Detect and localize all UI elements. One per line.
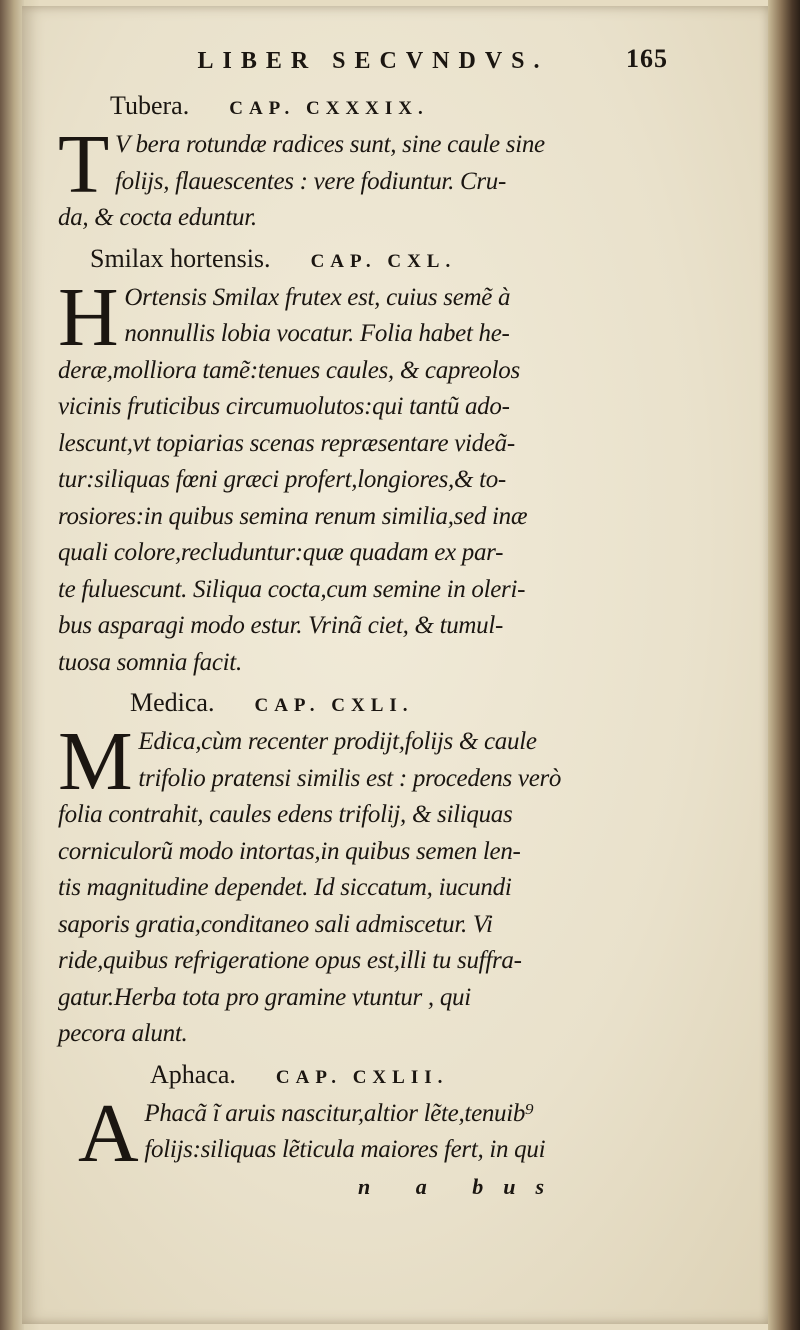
text-line: rosiores:in quibus semina renum similia,sed inæ <box>58 502 528 530</box>
left-page-edge <box>0 0 24 1330</box>
text-line: Phacã ĩ aruis nascitur,altior lẽte,tenuib⁹ <box>144 1099 534 1127</box>
right-page-edge <box>768 0 800 1330</box>
chapter-number: CAP. CXXXIX. <box>229 98 429 119</box>
folio-number: 165 <box>626 44 668 73</box>
text-line: folijs:siliquas lẽticula maiores fert, in qui <box>144 1136 546 1163</box>
text-line: Edica,cùm recenter prodijt,folijs & caule <box>138 728 537 755</box>
chapter-aphaca <box>58 1057 648 1206</box>
text-line: folijs, flauescentes : vere fodiuntur. Cru- <box>115 167 506 195</box>
drop-capital: H <box>58 270 119 364</box>
chapter-title: Tubera. <box>110 91 190 120</box>
catchword: n a bus <box>358 1173 565 1199</box>
chapter-body <box>58 715 648 1053</box>
text-line: nonnullis lobia vocatur. Folia habet he- <box>124 320 510 347</box>
text-line: da, & cocta eduntur. <box>58 204 257 231</box>
page-text <box>58 44 668 1205</box>
chapter-medica <box>58 685 648 1053</box>
running-head <box>58 44 668 88</box>
text-line: gatur.Herba tota pro gramine vtuntur , qui <box>58 983 471 1011</box>
catchword-line <box>58 1169 648 1206</box>
chapter-heading <box>58 241 648 280</box>
text-line: bus asparagi modo estur. Vrinã ciet, & tumul- <box>58 612 504 639</box>
chapter-title: Medica. <box>130 688 215 717</box>
text-line: deræ,molliora tamẽ:tenues caules, & capreolos <box>58 356 520 384</box>
chapter-smilax <box>58 241 648 682</box>
chapter-number: CAP. CXLI. <box>254 695 414 716</box>
chapter-body <box>58 270 648 682</box>
text-line: saporis gratia,conditaneo sali admiscetur. Vi <box>58 910 493 938</box>
text-line: vicinis fruticibus circumuolutos:qui tantũ ado- <box>58 393 510 420</box>
drop-capital: M <box>58 715 133 808</box>
text-line: folia contrahit, caules edens trifolij, & siliquas <box>58 801 513 828</box>
text-line: lescunt,vt topiarias scenas repræsentare videã- <box>58 429 515 457</box>
text-line: tur:siliquas fœni græci profert,longiores,& to- <box>58 466 506 493</box>
text-line: te fuluescunt. Siliqua cocta,cum semine in oleri- <box>58 575 526 603</box>
text-line: quali colore,recluduntur:quæ quadam ex par- <box>58 539 504 566</box>
text-line: trifolio pratensi similis est : procedens verò <box>138 764 562 792</box>
drop-capital: A <box>78 1086 139 1180</box>
chapter-heading <box>58 88 648 127</box>
chapter-tubera <box>58 88 648 237</box>
text-line: tis magnitudine dependet. Id siccatum, iucundi <box>58 874 512 901</box>
text-line: V bera rotundæ radices sunt, sine caule sine <box>115 131 545 158</box>
text-line: Ortensis Smilax frutex est, cuius semẽ à <box>124 283 511 311</box>
running-title: LIBER SECVNDVS. <box>197 48 549 74</box>
chapter-heading <box>58 685 648 724</box>
chapter-title: Smilax hortensis. <box>90 243 271 273</box>
chapter-number: CAP. CXLII. <box>275 1066 449 1088</box>
text-line: corniculorũ modo intortas,in quibus semen len- <box>58 837 521 865</box>
text-line: ride,quibus refrigeratione opus est,illi tu suffra- <box>58 947 522 974</box>
text-line: tuosa somnia facit. <box>58 648 242 676</box>
chapter-title: Aphaca. <box>150 1059 236 1089</box>
chapter-heading <box>58 1057 648 1096</box>
drop-capital: T <box>58 118 110 211</box>
chapter-body <box>58 1086 648 1180</box>
chapter-number: CAP. CXL. <box>310 250 457 272</box>
chapter-body <box>58 118 648 237</box>
text-line: pecora alunt. <box>58 1020 188 1047</box>
